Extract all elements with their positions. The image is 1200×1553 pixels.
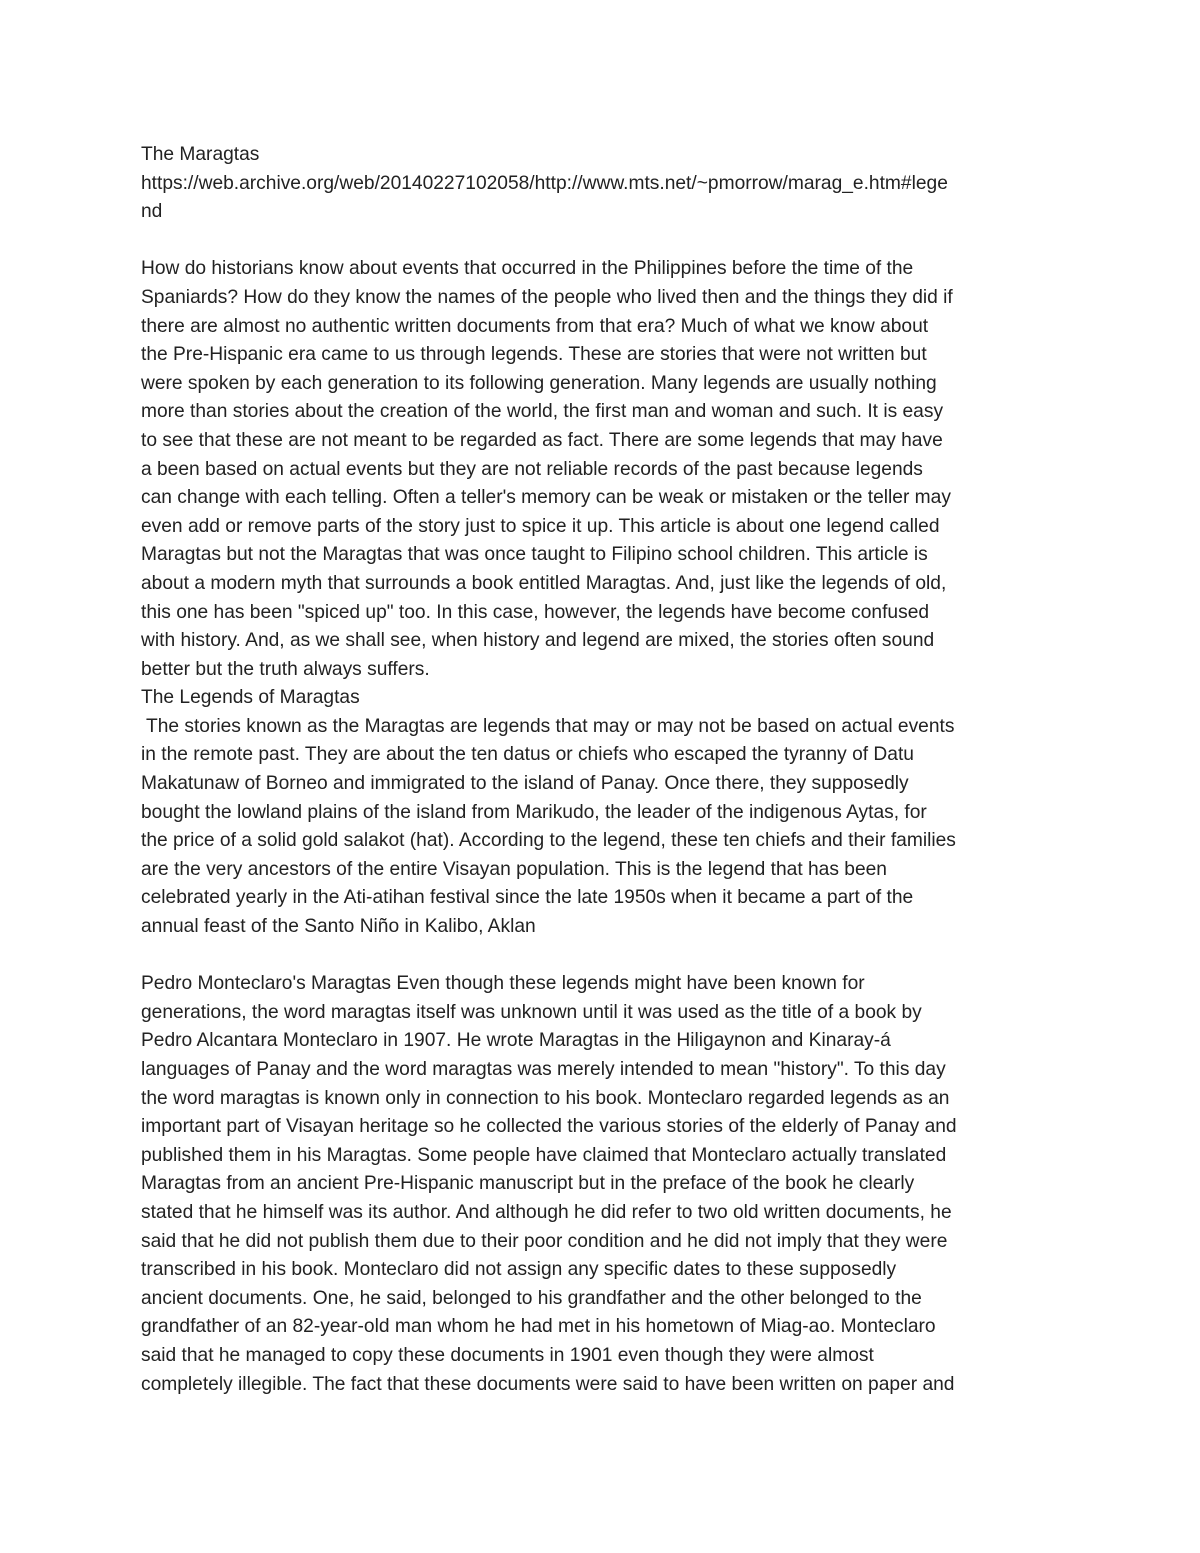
intro-line: more than stories about the creation of the world, the first man and woman and such. It is easy [141, 401, 944, 423]
intro-line: with history. And, as we shall see, when history and legend are mixed, the stories often sound [141, 630, 935, 652]
source-url-line: nd [141, 201, 163, 223]
legends-line: Makatunaw of Borneo and immigrated to the island of Panay. Once there, they supposedly [141, 773, 909, 795]
legends-line: in the remote past. They are about the ten datus or chiefs who escaped the tyranny of Datu [141, 744, 914, 766]
intro-line: the Pre-Hispanic era came to us through legends. These are stories that were not written but [141, 344, 927, 366]
monteclaro-line: languages of Panay and the word maragtas was merely intended to mean "history". To this day [141, 1059, 946, 1080]
legends-paragraph [141, 713, 1061, 942]
intro-line: were spoken by each generation to its following generation. Many legends are usually nothing [141, 372, 937, 394]
monteclaro-line: completely illegible. The fact that these documents were said to have been written on paper and [141, 1373, 955, 1395]
intro-line: there are almost no authentic written documents from that era? Much of what we know about [141, 315, 929, 337]
intro-paragraph [141, 255, 1061, 684]
monteclaro-line: said that he managed to copy these documents in 1901 even though they were almost [141, 1344, 874, 1366]
monteclaro-line: important part of Visayan heritage so he collected the various stories of the elderly of Panay and [141, 1116, 957, 1138]
monteclaro-line: generations, the word maragtas itself was unknown until it was used as the title of a book by [141, 1001, 922, 1023]
legends-line: annual feast of the Santo Niño in Kalibo, Aklan [141, 916, 536, 938]
source-url [141, 170, 1061, 227]
intro-line: Maragtas but not the Maragtas that was once taught to Filipino school children. This article is [141, 544, 928, 566]
monteclaro-line: transcribed in his book. Monteclaro did not assign any specific dates to these supposedly [141, 1259, 897, 1281]
intro-line: this one has been "spiced up" too. In this case, however, the legends have become confused [141, 601, 930, 623]
legends-line: are the very ancestors of the entire Visayan population. This is the legend that has been [141, 858, 887, 880]
intro-line: can change with each telling. Often a teller's memory can be weak or mistaken or the teller may [141, 487, 951, 509]
intro-line: about a modern myth that surrounds a book entitled Maragtas. And, just like the legends of old, [141, 572, 947, 594]
intro-line: better but the truth always suffers. [141, 658, 430, 680]
intro-line: to see that these are not meant to be regarded as fact. There are some legends that may have [141, 429, 943, 451]
monteclaro-line: ancient documents. One, he said, belonged to his grandfather and the other belonged to the [141, 1287, 922, 1309]
source-url-line: https://web.archive.org/web/20140227102058/http://www.mts.net/~pmorrow/marag_e.htm#lege [141, 172, 948, 194]
legends-line: bought the lowland plains of the island from Marikudo, the leader of the indigenous Aytas, for [141, 801, 927, 823]
monteclaro-line: stated that he himself was its author. And although he did refer to two old written documents, he [141, 1201, 952, 1223]
intro-line: a been based on actual events but they are not reliable records of the past because legends [141, 458, 923, 480]
intro-line: How do historians know about events that occurred in the Philippines before the time of the [141, 258, 914, 280]
monteclaro-line: said that he did not publish them due to their poor condition and he did not imply that they were [141, 1230, 948, 1252]
document-title: The Maragtas [141, 144, 260, 165]
paragraph-spacer [141, 942, 1061, 971]
monteclaro-paragraph [141, 970, 1061, 1399]
legends-line: celebrated yearly in the Ati-atihan festival since the late 1950s when it became a part of the [141, 887, 914, 909]
section-heading: The Legends of Maragtas [141, 687, 360, 709]
intro-line: even add or remove parts of the story just to spice it up. This article is about one legend called [141, 515, 940, 537]
monteclaro-line: the word maragtas is known only in connection to his book. Monteclaro regarded legends as an [141, 1087, 950, 1109]
legends-line: the price of a solid gold salakot (hat). According to the legend, these ten chiefs and their families [141, 830, 956, 852]
monteclaro-line: published them in his Maragtas. Some people have claimed that Monteclaro actually translated [141, 1144, 947, 1166]
paragraph-spacer [141, 227, 1061, 256]
document-page [141, 141, 1061, 1399]
monteclaro-line: grandfather of an 82-year-old man whom he had met in his hometown of Miag-ao. Monteclaro [141, 1316, 936, 1338]
intro-line: Spaniards? How do they know the names of the people who lived then and the things they did if [141, 286, 953, 308]
legends-line: The stories known as the Maragtas are legends that may or may not be based on actual events [141, 715, 955, 737]
monteclaro-line: Maragtas from an ancient Pre-Hispanic manuscript but in the preface of the book he clearly [141, 1173, 915, 1195]
monteclaro-line: Pedro Alcantara Monteclaro in 1907. He wrote Maragtas in the Hiligaynon and Kinaray-á [141, 1030, 891, 1052]
monteclaro-line: Pedro Monteclaro's Maragtas Even though these legends might have been known for [141, 973, 865, 995]
